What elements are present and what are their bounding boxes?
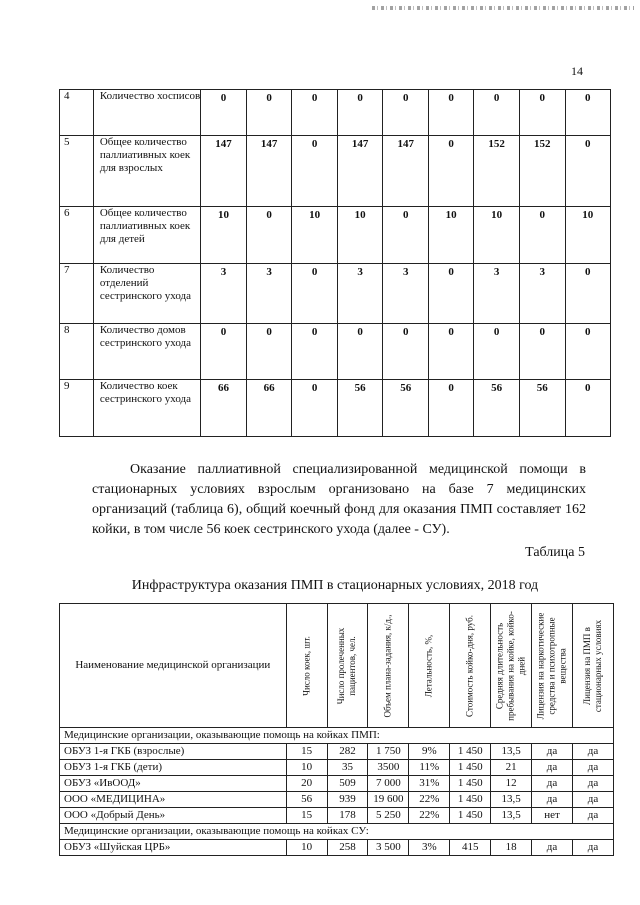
table-cell xyxy=(201,264,247,324)
table-cell xyxy=(337,90,383,136)
cell-value: 0 xyxy=(585,266,591,278)
cell-value: 3 xyxy=(220,266,227,278)
table-cell xyxy=(519,207,565,264)
cell-value: 0 xyxy=(220,92,227,104)
cell-value: 10 xyxy=(354,209,366,221)
row-number: 6 xyxy=(60,207,94,264)
table-row xyxy=(60,760,614,776)
table-cell: 415 xyxy=(450,840,491,856)
table-row xyxy=(60,207,611,264)
table-cell: 15 xyxy=(286,744,327,760)
table-cell: 3% xyxy=(409,840,450,856)
table-cell xyxy=(292,324,337,380)
table-cell: 258 xyxy=(327,840,368,856)
table-cell: 7 000 xyxy=(368,776,409,792)
cell-value: 0 xyxy=(311,92,318,104)
table-row xyxy=(60,808,614,824)
cell-value: 66 xyxy=(263,382,275,394)
row-label: Количество коек сестринского ухода xyxy=(93,380,200,437)
table-cell: да xyxy=(532,744,573,760)
paragraph-text: Оказание паллиативной специализированной медицинской помощи в стационарных условиях взрослым организовано на базе 7 медицинских организаций (таблица 6), общий коечный фонд для оказания ПМП составляет 162 койки, в том числе 56 коек сестринского ухода (далее - СУ). xyxy=(92,462,586,537)
table-cell: 35 xyxy=(327,760,368,776)
table-row xyxy=(60,776,614,792)
table-cell xyxy=(246,324,292,380)
cell-value: 0 xyxy=(357,326,363,338)
table-cell xyxy=(474,90,520,136)
cell-value: 0 xyxy=(493,92,500,104)
cell-value: 0 xyxy=(311,326,318,338)
table-cell xyxy=(474,324,520,380)
table-cell xyxy=(246,380,292,437)
table-cell xyxy=(519,264,565,324)
table-cell xyxy=(519,324,565,380)
cell-value: 56 xyxy=(536,382,548,394)
cell-value: 0 xyxy=(585,382,591,394)
cell-value: 0 xyxy=(539,326,546,338)
table-row xyxy=(60,840,614,856)
table-cell xyxy=(337,264,383,324)
table-row xyxy=(60,324,611,380)
column-header-label: Средняя длительность пребывания на койке, койко-дней xyxy=(494,610,527,721)
table-cell xyxy=(474,264,520,324)
table-cell xyxy=(383,90,429,136)
column-header xyxy=(572,604,613,728)
cell-value: 0 xyxy=(311,138,318,150)
table-cell xyxy=(565,264,610,324)
table-cell: 1 450 xyxy=(450,792,491,808)
cell-value: 0 xyxy=(585,326,591,338)
cell-value: 56 xyxy=(354,382,366,394)
table-cell xyxy=(565,324,610,380)
table-cell: 11% xyxy=(409,760,450,776)
organization-name: ООО «Добрый День» xyxy=(60,808,287,824)
cell-value: 56 xyxy=(491,382,503,394)
table-cell: да xyxy=(572,776,613,792)
table-cell: 1 750 xyxy=(368,744,409,760)
scan-artifact xyxy=(372,6,634,10)
table-cell: 1 450 xyxy=(450,808,491,824)
cell-value: 3 xyxy=(357,266,363,278)
cell-value: 0 xyxy=(448,92,454,104)
table-cell: да xyxy=(532,776,573,792)
column-header-label: Лицензия на ПМП в стационарных условиях xyxy=(581,619,603,712)
table-caption: Таблица 5 xyxy=(525,545,585,560)
table-cell xyxy=(383,324,429,380)
column-header-label: Число коек, шт. xyxy=(301,635,312,696)
table-cell xyxy=(429,136,474,207)
table-row xyxy=(60,136,611,207)
table-cell xyxy=(383,264,429,324)
cell-value: 152 xyxy=(534,138,551,150)
organization-name: ОБУЗ 1-я ГКБ (дети) xyxy=(60,760,287,776)
row-label: Общее количество паллиативных коек для взрослых xyxy=(93,136,200,207)
table-cell: 13,5 xyxy=(491,808,532,824)
table-cell xyxy=(474,136,520,207)
table-cell: 1 450 xyxy=(450,744,491,760)
cell-value: 0 xyxy=(311,266,318,278)
cell-value: 0 xyxy=(402,326,409,338)
column-header-label: Лицензия на наркотические средства и психотропные вещества xyxy=(535,612,568,719)
cell-value: 0 xyxy=(448,138,454,150)
table-row xyxy=(60,744,614,760)
table-cell xyxy=(429,207,474,264)
cell-value: 3 xyxy=(402,266,409,278)
cell-value: 3 xyxy=(493,266,500,278)
organization-name: ОБУЗ «ИвООД» xyxy=(60,776,287,792)
column-header-label: Число пролеченных пациентов, чел. xyxy=(336,627,358,704)
table-cell: 56 xyxy=(286,792,327,808)
organization-name: ОБУЗ «Шуйская ЦРБ» xyxy=(60,840,287,856)
table-cell: да xyxy=(572,744,613,760)
table-cell: нет xyxy=(532,808,573,824)
table-cell: да xyxy=(572,792,613,808)
cell-value: 10 xyxy=(491,209,503,221)
cell-value: 66 xyxy=(218,382,229,394)
cell-value: 0 xyxy=(402,209,409,221)
table-cell xyxy=(383,207,429,264)
column-header xyxy=(532,604,573,728)
table-cell xyxy=(474,207,520,264)
table-cell: да xyxy=(532,760,573,776)
table-cell xyxy=(519,380,565,437)
cell-value: 3 xyxy=(266,266,272,278)
table-cell xyxy=(565,207,610,264)
table-cell: 21 xyxy=(491,760,532,776)
table-cell xyxy=(429,380,474,437)
column-header xyxy=(450,604,491,728)
table-cell xyxy=(565,90,610,136)
row-number: 8 xyxy=(60,324,94,380)
table-cell: 3 500 xyxy=(368,840,409,856)
table-title: Инфраструктура оказания ПМП в стационарных условиях, 2018 год xyxy=(131,578,539,593)
table-cell: да xyxy=(572,808,613,824)
table-cell: 10 xyxy=(286,840,327,856)
cell-value: 0 xyxy=(402,92,409,104)
cell-value: 0 xyxy=(448,382,454,394)
cell-value: 152 xyxy=(488,138,505,150)
cell-value: 0 xyxy=(448,266,454,278)
cell-value: 147 xyxy=(397,138,414,150)
cell-value: 147 xyxy=(351,138,369,150)
row-label: Количество отделений сестринского ухода xyxy=(93,264,200,324)
table-cell xyxy=(429,90,474,136)
body-paragraph xyxy=(92,460,586,540)
table-cell xyxy=(474,380,520,437)
table-cell xyxy=(383,136,429,207)
table-row xyxy=(60,264,611,324)
table-cell: да xyxy=(532,840,573,856)
cell-value: 3 xyxy=(539,266,546,278)
table-cell: 1 450 xyxy=(450,776,491,792)
table-cell xyxy=(383,380,429,437)
row-label: Количество хосписов xyxy=(93,90,200,136)
cell-value: 147 xyxy=(260,138,278,150)
table-cell: 9% xyxy=(409,744,450,760)
table-cell: 15 xyxy=(286,808,327,824)
table-cell: 13,5 xyxy=(491,744,532,760)
section-label: Медицинские организации, оказывающие помощь на койках ПМП: xyxy=(60,728,614,744)
table-cell: 1 450 xyxy=(450,760,491,776)
cell-value: 0 xyxy=(220,326,227,338)
cell-value: 10 xyxy=(445,209,457,221)
row-label: Общее количество паллиативных коек для детей xyxy=(93,207,200,264)
table-cell: да xyxy=(532,792,573,808)
cell-value: 0 xyxy=(585,138,591,150)
cell-value: 10 xyxy=(582,209,594,221)
table-cell xyxy=(292,136,337,207)
table-cell: 3500 xyxy=(368,760,409,776)
row-number: 5 xyxy=(60,136,94,207)
table-cell xyxy=(246,90,292,136)
table-cell xyxy=(201,136,247,207)
cell-value: 147 xyxy=(215,138,232,150)
header-organization-name: Наименование медицинской организации xyxy=(60,604,287,728)
column-header xyxy=(409,604,450,728)
table-cell xyxy=(565,380,610,437)
table-row xyxy=(60,380,611,437)
cell-value: 56 xyxy=(400,382,412,394)
table-cell: 282 xyxy=(327,744,368,760)
row-label: Количество домов сестринского ухода xyxy=(93,324,200,380)
table-cell xyxy=(201,90,247,136)
table-cell: 13,5 xyxy=(491,792,532,808)
column-header xyxy=(491,604,532,728)
organization-name: ООО «МЕДИЦИНА» xyxy=(60,792,287,808)
table-cell xyxy=(246,264,292,324)
row-number: 9 xyxy=(60,380,94,437)
cell-value: 0 xyxy=(266,209,272,221)
table-cell: да xyxy=(572,840,613,856)
cell-value: 0 xyxy=(539,92,546,104)
page-number: 14 xyxy=(571,64,583,78)
column-header-label: Стоимость койко-дня, руб. xyxy=(464,614,475,717)
table-cell: 31% xyxy=(409,776,450,792)
table-cell xyxy=(337,324,383,380)
cell-value: 0 xyxy=(539,209,546,221)
section-label: Медицинские организации, оказывающие помощь на койках СУ: xyxy=(60,824,614,840)
cell-value: 0 xyxy=(585,92,591,104)
row-number: 4 xyxy=(60,90,94,136)
column-header xyxy=(368,604,409,728)
cell-value: 0 xyxy=(266,92,272,104)
column-header xyxy=(327,604,368,728)
section-row xyxy=(60,824,614,840)
table-cell xyxy=(292,207,337,264)
table-cell: да xyxy=(572,760,613,776)
cell-value: 0 xyxy=(311,382,318,394)
table-cell xyxy=(519,90,565,136)
table-cell: 12 xyxy=(491,776,532,792)
table-cell xyxy=(337,207,383,264)
section-row xyxy=(60,728,614,744)
cell-value: 0 xyxy=(357,92,363,104)
table-cell: 19 600 xyxy=(368,792,409,808)
inpatient-infrastructure-table xyxy=(59,603,614,856)
table-cell: 20 xyxy=(286,776,327,792)
table-cell xyxy=(246,136,292,207)
table-cell: 22% xyxy=(409,792,450,808)
table-cell: 18 xyxy=(491,840,532,856)
table-cell xyxy=(292,90,337,136)
table-cell: 509 xyxy=(327,776,368,792)
table-row xyxy=(60,792,614,808)
table-cell: 178 xyxy=(327,808,368,824)
table-cell xyxy=(565,136,610,207)
table-cell xyxy=(292,264,337,324)
table-cell xyxy=(292,380,337,437)
table-cell xyxy=(429,324,474,380)
table-cell xyxy=(519,136,565,207)
cell-value: 10 xyxy=(309,209,321,221)
table-cell: 939 xyxy=(327,792,368,808)
column-header-label: Летальность, %, xyxy=(423,634,434,697)
cell-value: 10 xyxy=(218,209,229,221)
column-header-label: Объем плана-задания, к/д., xyxy=(382,614,393,717)
row-number: 7 xyxy=(60,264,94,324)
table-cell: 10 xyxy=(286,760,327,776)
table-cell: 22% xyxy=(409,808,450,824)
cell-value: 0 xyxy=(266,326,272,338)
table-cell xyxy=(201,207,247,264)
table-cell xyxy=(201,380,247,437)
table-cell: 5 250 xyxy=(368,808,409,824)
table-cell xyxy=(246,207,292,264)
table-cell xyxy=(201,324,247,380)
organization-name: ОБУЗ 1-я ГКБ (взрослые) xyxy=(60,744,287,760)
table-cell xyxy=(429,264,474,324)
column-header xyxy=(286,604,327,728)
palliative-infrastructure-table xyxy=(59,89,611,437)
table-cell xyxy=(337,380,383,437)
cell-value: 0 xyxy=(448,326,454,338)
table-row xyxy=(60,90,611,136)
cell-value: 0 xyxy=(493,326,500,338)
table-cell xyxy=(337,136,383,207)
